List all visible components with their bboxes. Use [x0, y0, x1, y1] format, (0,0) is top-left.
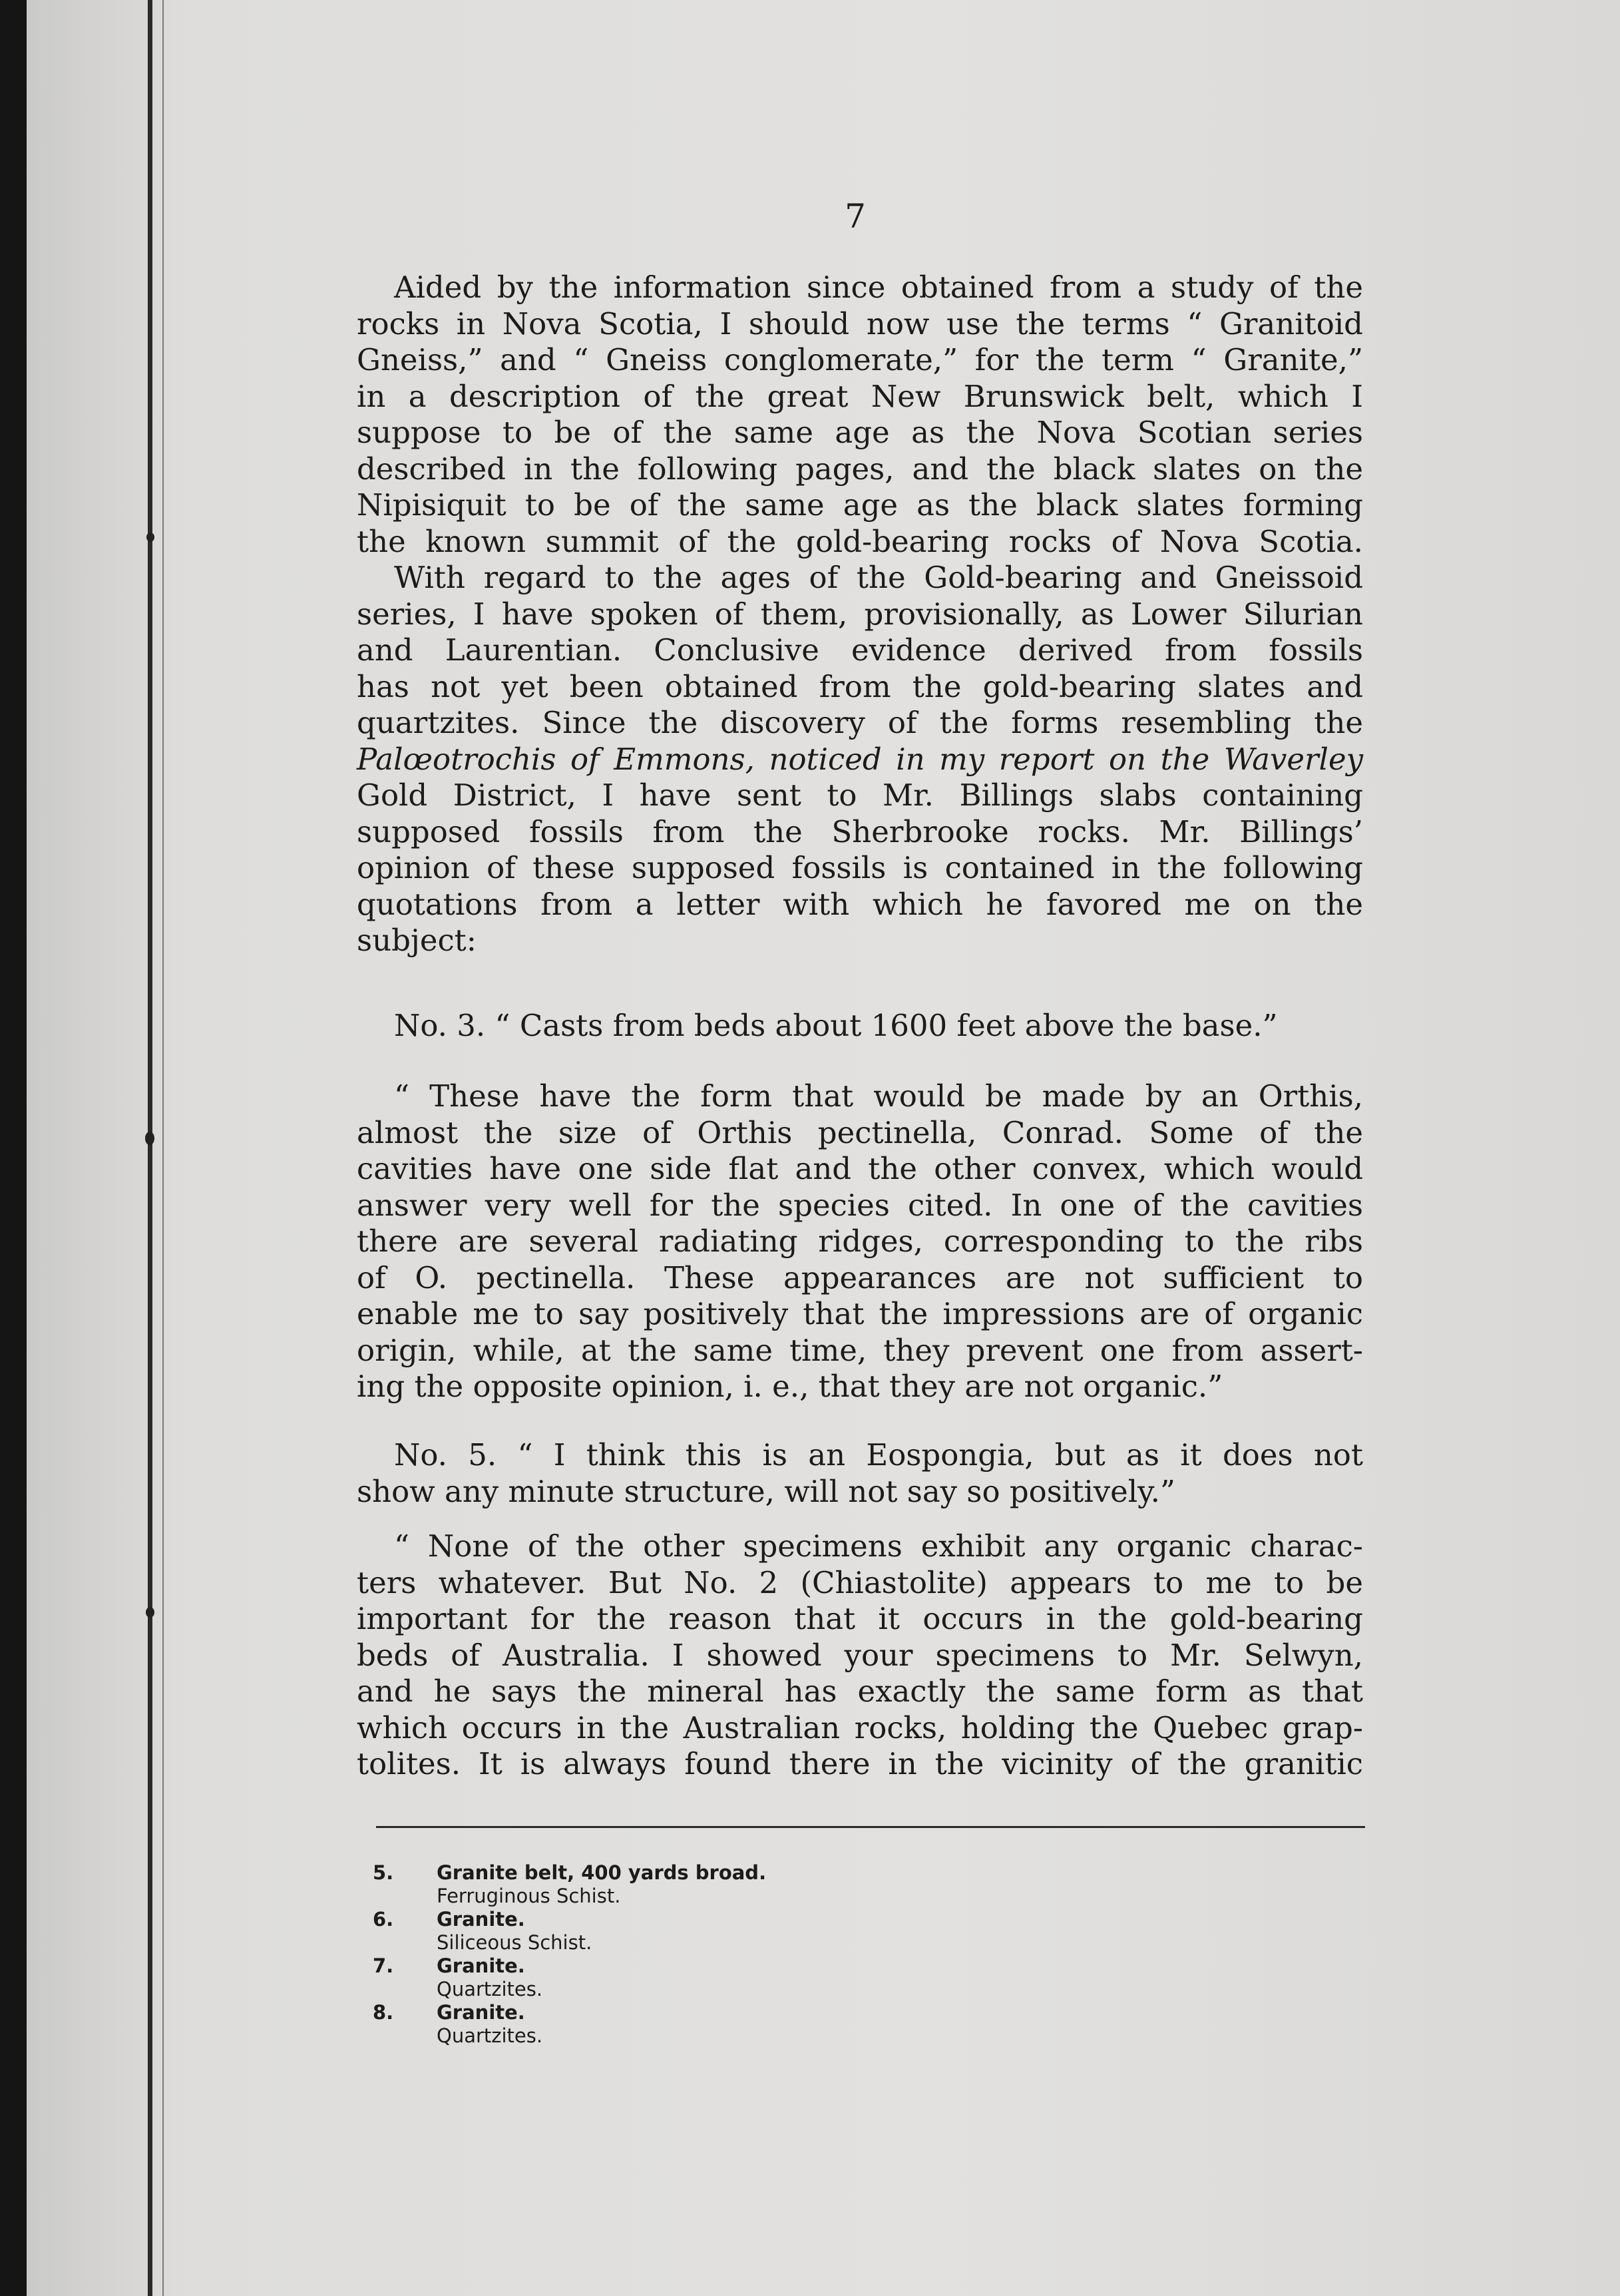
text-line: enable me to say positively that the impressions are of organic: [357, 1296, 1363, 1331]
text-line: No. 3. “ Casts from beds about 1600 feet above the base.”: [394, 1008, 1278, 1043]
paragraph-no-3: [357, 1008, 1363, 1044]
footnote-text: Granite.: [437, 1954, 525, 1977]
footnotes: [373, 1861, 766, 2048]
text-line: quartzites. Since the discovery of the forms resembling the: [357, 705, 1363, 740]
footnote-number: 8.: [373, 2001, 394, 2024]
footnote-number: 5.: [373, 1861, 394, 1884]
text-line: Nipisiquit to be of the same age as the black slates forming: [357, 487, 1363, 523]
text-line: Gneiss,” and “ Gneiss conglomerate,” for the term “ Granite,”: [357, 342, 1363, 377]
text-line: described in the following pages, and the black slates on the: [357, 451, 1363, 487]
text-line: opinion of these supposed fossils is contained in the following: [357, 850, 1363, 885]
text-line: Palœotrochis of Emmons, noticed in my report on the Waverley: [357, 741, 1363, 777]
margin-tick-mark: [146, 1607, 154, 1618]
text-line: there are several radiating ridges, corresponding to the ribs: [357, 1224, 1363, 1259]
text-line: ters whatever. But No. 2 (Chiastolite) appears to me to be: [357, 1564, 1363, 1600]
binding-margin-rule: [148, 0, 152, 2296]
footnote-item: [373, 1908, 766, 1931]
paragraph-intro: [357, 270, 1363, 560]
footnote-divider: [376, 1826, 1365, 1828]
footnote-number: 7.: [373, 1954, 394, 1977]
margin-tick-mark: [146, 533, 154, 542]
scan-left-edge: [0, 0, 27, 2296]
footnote-text: Granite.: [437, 2001, 525, 2024]
footnote-subtext: Ferruginous Schist.: [437, 1885, 621, 1907]
text-line: and Laurentian. Conclusive evidence derived from fossils: [357, 632, 1363, 668]
text-line: Gold District, I have sent to Mr. Billings slabs containing: [357, 778, 1363, 813]
page-number: 7: [845, 197, 866, 236]
text-line: show any minute structure, will not say so positively.”: [357, 1473, 1175, 1509]
binding-margin-rule-thin: [162, 0, 164, 2296]
text-line: “ These have the form that would be made by an Orthis,: [394, 1078, 1363, 1114]
text-line: which occurs in the Australian rocks, holding the Quebec grap-: [357, 1710, 1363, 1745]
text-line: quotations from a letter with which he favored me on the: [357, 886, 1363, 922]
paragraph-ages: [357, 560, 1363, 959]
text-line: tolites. It is always found there in the vicinity of the granitic: [357, 1746, 1363, 1781]
text-line: “ None of the other specimens exhibit any organic charac-: [394, 1528, 1363, 1564]
text-line: of O. pectinella. These appearances are not sufficient to: [357, 1260, 1363, 1295]
text-line: No. 5. “ I think this is an Eospongia, but as it does not: [394, 1437, 1363, 1473]
paragraph-no-5: [357, 1437, 1363, 1510]
text-line: series, I have spoken of them, provisionally, as Lower Silurian: [357, 596, 1363, 632]
text-line: almost the size of Orthis pectinella, Conrad. Some of the: [357, 1114, 1363, 1150]
footnote-text: Granite.: [437, 1908, 525, 1931]
footnote-number: 6.: [373, 1908, 394, 1931]
text-line: ing the opposite opinion, i. e., that they are not organic.”: [357, 1369, 1223, 1404]
text-line: in a description of the great New Brunswick belt, which I: [357, 378, 1363, 414]
footnote-subtext: Quartzites.: [437, 1978, 543, 2000]
margin-tick-mark: [145, 1132, 154, 1145]
text-line: has not yet been obtained from the gold-bearing slates and: [357, 668, 1363, 704]
text-line: With regard to the ages of the Gold-bearing and Gneissoid: [394, 560, 1363, 595]
text-line: Aided by the information since obtained from a study of the: [394, 270, 1363, 305]
text-line: beds of Australia. I showed your specimens to Mr. Selwyn,: [357, 1637, 1363, 1673]
footnote-item: [373, 1861, 766, 1885]
text-line: subject:: [357, 923, 477, 958]
text-line: answer very well for the species cited. In one of the cavities: [357, 1187, 1363, 1223]
text-line: suppose to be of the same age as the Nova Scotian series: [357, 415, 1363, 450]
footnote-item: [373, 2001, 766, 2024]
footnote-text: Granite belt, 400 yards broad.: [437, 1861, 767, 1884]
text-line: supposed fossils from the Sherbrooke rocks. Mr. Billings’: [357, 813, 1363, 849]
paragraph-chiastolite: [357, 1528, 1363, 1783]
footnote-subtext: Quartzites.: [437, 2024, 543, 2047]
text-line: and he says the mineral has exactly the same form as that: [357, 1674, 1363, 1709]
footnote-item: [373, 1954, 766, 1978]
text-line: origin, while, at the same time, they prevent one from assert-: [357, 1332, 1363, 1368]
text-line: rocks in Nova Scotia, I should now use the terms “ Granitoid: [357, 306, 1363, 342]
text-line: the known summit of the gold-bearing rocks of Nova Scotia.: [357, 523, 1363, 559]
text-line: important for the reason that it occurs in the gold-bearing: [357, 1601, 1363, 1636]
text-line: cavities have one side flat and the other convex, which would: [357, 1151, 1363, 1186]
footnote-subtext: Siliceous Schist.: [437, 1931, 592, 1954]
paragraph-billings-quote: [357, 1078, 1363, 1405]
